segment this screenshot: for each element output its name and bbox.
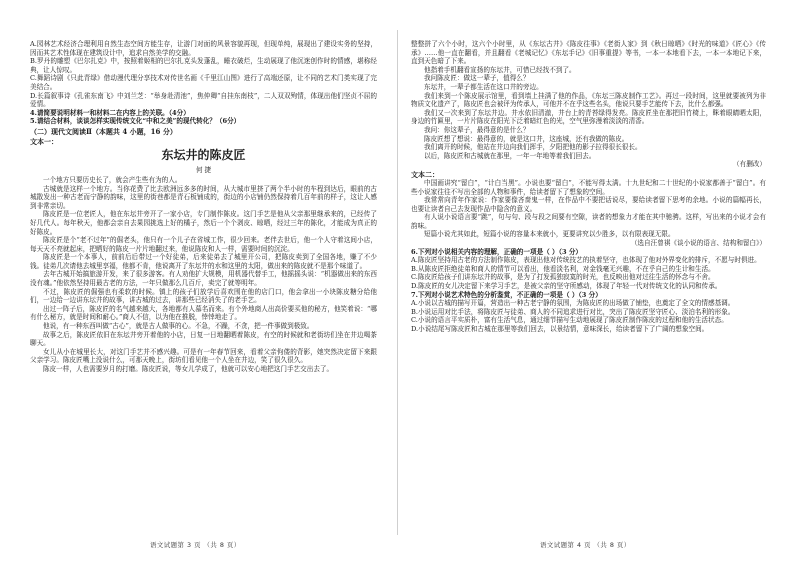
question-7: 7.下列对小说艺术特色的分析鉴赏，不正确的一项是（ ）（3 分） bbox=[411, 290, 602, 299]
q6-option-d: D.陈皮匠的女儿决定留下来学习手艺，是被父亲的坚守所感动，体现了年轻一代对传统文化的认同和传承。 bbox=[411, 282, 722, 291]
story-paragraph: 陈皮匠是一位老匠人，他在东坛井旁开了一家小店，专门制作陈皮。这门手艺是他从父亲那里继承来的，已经传了好几代人。每年秋天，他都会亲自去果园挑选上好的橘子，然后一个个剥皮、晾晒，经过三年的陈化，才能成为真正的好陈皮。 bbox=[30, 210, 377, 236]
story-body bbox=[30, 176, 377, 374]
story-continuation bbox=[411, 40, 766, 160]
story-paragraph: 我们离开的时候，他站在井边向我们挥手，夕阳把他的影子拉得很长很长。 bbox=[424, 143, 642, 152]
page-footer-left: 语文试题第 3 页 （共 8 页） bbox=[150, 541, 241, 549]
story-paragraph: 他指着手机翻看宣扬的东坛井，可惜已经找不到了。 bbox=[424, 65, 576, 74]
story-paragraph: 整整拼了六个小时，这六个小时里，从《东坛古井》《陈皮往事》《老街人家》到《秋日晾晒》《时光的味道》《匠心》《传承》……他一直在翻看，并且翻看《老城记忆》《东坛手记》《旧事重提》等书，一本一本地看下去，一本一本地记下来，直到天色暗了下来。 bbox=[411, 40, 766, 66]
question-6: 6.下列对小说相关内容的理解，正确的一项是（ ）（3 分） bbox=[411, 247, 583, 256]
text1-label: 文本一： bbox=[30, 136, 58, 146]
story-paragraph: 不过，陈皮匠的倔强也有柔软的时候。镇上的孩子们放学后喜欢围在他的店门口，他会拿出一小块陈皮糖分给他们，一边给一边讲东坛井的故事，讲古城的过去，讲那些已经消失了的老手艺。 bbox=[30, 287, 377, 305]
story-paragraph: 陈皮匠想了想说：最得意的，就是这口井，这座城，还有我做的陈皮。 bbox=[424, 134, 629, 143]
story-paragraph: 东坛井，一辈子都生活在这口井的旁边。 bbox=[424, 82, 543, 91]
story-paragraph: 我问：你这辈子，最得意的是什么？ bbox=[424, 125, 530, 134]
q7-option-b: B.小说运用对比手法，将陈皮匠与徒弟、商人的不同追求进行对比，突出了陈皮匠坚守匠心、淡泊名利的形象。 bbox=[411, 307, 735, 316]
story-paragraph: 以后，陈皮匠和古城就在那里，一年一年地等着我们回去。 bbox=[424, 151, 596, 160]
story-paragraph: 我问陈皮匠：做这一辈子，值得么？ bbox=[424, 74, 530, 83]
story-paragraph: 出过一阵子后，陈皮匠的名气越来越大，各地都有人慕名而来。有个外地商人出高价要买他的秘方，他笑着说：“哪有什么秘方，就是时间和耐心。”商人不信，以为他在推脱，悻悻地走了。 bbox=[30, 304, 377, 322]
q7-option-c: C.小说的语言平实质朴，富有生活气息，通过细节描写生动地展现了陈皮匠制作陈皮的过程和他的生活状态。 bbox=[411, 316, 728, 325]
story-paragraph: 女儿从小在城里长大，对这门手艺并不感兴趣。可是有一年春节回来，看着父亲佝偻的背影，她突然决定留下来跟父亲学习。陈皮匠嘴上没说什么，可那天晚上，街坊们看见他一个人坐在井边，笑了很久很久。 bbox=[30, 347, 377, 365]
story-paragraph: 去年古城开始搞旅游开发，来了很多游客。有人劝他扩大规模，用机器代替手工，他摇摇头说：“机器做出来的东西没有魂。”他依然坚持用最古老的方法，一年只做那么几百斤，卖完了就等明年。 bbox=[30, 270, 377, 288]
text2-paragraph: 中国画讲究“留白”，“计白当黑”。小说也要“留白”，不能写得太满。十九世纪和二十世纪的小说家都善于“留白”。有些小说家往往不写出全部的人物和事件，给读者留下了想象的空间。 bbox=[411, 178, 766, 196]
q7-option-d: D.小说结尾写陈皮匠和古城在那里等我们回去，以景结情，意味深长，给读者留下了广阔的想象空间。 bbox=[411, 325, 709, 333]
text2-body bbox=[411, 179, 766, 248]
story-paragraph: 陈皮一样，人也需要岁月的打磨。陈皮匠说，等女儿学成了，他就可以安心地把这门手艺交出去了。 bbox=[43, 365, 334, 373]
text2-source: （选自汪曾祺《谈小说的语言、结构和留白》） bbox=[630, 239, 766, 248]
option-c: C.舞蹈诗剧《只此青绿》借动漫代理分享技术对传世名画《千里江山图》进行了高端还原，让不同的艺术门类实现了完美结合。 bbox=[30, 74, 377, 91]
q6-option-b: B.从陈皮匠拒绝徒弟和商人的情节可以看出，他看淡名利，对金钱毫无兴趣，不在乎自己的生计和生活。 bbox=[411, 264, 715, 273]
story-paragraph: 陈皮匠是一个本事人，前前后后带过一个好徒弟，后来徒弟去了城里开公司，把陈皮卖到了全国各地，赚了不少钱。徒弟几次请他去城里享福，他都不肯，他说离开了东坛井的水和这里的太阳，做出来的陈皮就不是那个味道了。 bbox=[30, 253, 377, 270]
source-note: （有删改） bbox=[733, 160, 766, 169]
q7-option-a: A.小说以古城的描写开篇，营造出一种古老宁静的氛围，为陈皮匠的出场做了铺垫，也奠定了全文的情感基调。 bbox=[411, 299, 735, 308]
choice-options-top bbox=[30, 40, 377, 109]
text2-label: 文本二： bbox=[411, 169, 439, 179]
story-paragraph: 我们来到一个陈皮展示馆里，看到墙上挂满了他的作品，《东坛三陈皮制作工艺》。再过一段时间，这里就要被列为非物质文化遗产了，陈皮匠也会被评为传承人，可他并不在乎这些名头，他说只要手艺能传下去，比什么都强。 bbox=[411, 91, 766, 109]
question-5: 5.请结合材料，谈谈怎样实现传统文化“中和之美”的现代转化？（6分） bbox=[30, 117, 241, 126]
story-paragraph: 古城就是这样一个地方。当你花费了比去欧洲远多多的时间，从大城市里挤了两个半小时的车程到达后，眼前的古城散发出一种古老而宁静的韵味，这里的街巷都是青石板铺成的，街边的小店铺仍然保持着几百年前的样子，这让人感到非常亲切。 bbox=[30, 184, 377, 210]
story-paragraph: 他说，有一种东西叫做“古心”，就是古人做事的心。不急，不躁，不贪，把一件事做到极致。 bbox=[43, 322, 314, 331]
text2-paragraph: 我常常向青年作家说：作家要像吝啬鬼一样，在作品中不要把话说尽，要给读者留下思考的余地。小说的篇幅再长，也要让读者自己去发现作品中隐含的意义。 bbox=[411, 196, 766, 213]
text2-paragraph: 有人说小说语言要“跳”，句与句、段与段之间要有空隙，读者的想象力才能在其中驰骋。这样，写出来的小说才会有韵味。 bbox=[411, 213, 766, 230]
option-b: B.罗丹的雕塑《巴尔扎克》中，按照着姬相的巴尔扎克头发蓬乱，睡衣破烂，生动展现了他沉迷创作时的情感，堪称经典，让人惊叹。 bbox=[30, 57, 377, 74]
question-4: 4.请简要说明材料一和材料二在内容上的关联。（4分） bbox=[30, 108, 190, 117]
text2-paragraph: 短篇小说尤其如此，短篇小说的容量本来就小，更要讲究以少胜多，以有限表现无限。 bbox=[424, 230, 675, 239]
story-author: 何 捷 bbox=[195, 165, 212, 174]
option-d: D.长篇叙事诗《孔雀东南飞》中刘兰芝：“举身赴清池”，焦仲卿“自挂东南枝”，二人双双殉情，体现出他们坚贞不屈的爱情。 bbox=[30, 91, 377, 109]
story-title: 东坛井的陈皮匠 bbox=[161, 147, 246, 162]
story-paragraph: 陈皮匠是个“老不过年”的倔老头，他只有一个儿子在省城工作，很少回来。老伴去世后，他一个人守着这间小店，每天天不亮就起床，把晒好的陈皮一片片地翻过来，他说陈皮和人一样，需要时间的沉淀。 bbox=[30, 236, 377, 253]
right-page bbox=[397, 0, 794, 561]
story-paragraph: 我们又一次来到了东坛井边。井水依旧清澈，井台上的青苔绿得发亮。陈皮匠坐在那把旧竹椅上，眯着眼睛晒太阳，身边的竹匾里，一片片陈皮在阳光下泛着暗红色的光，空气里弥漫着淡淡的清香。 bbox=[411, 108, 766, 126]
story-paragraph: 故事之后，陈皮匠依旧在东坛井旁开着他的小店，日复一日地翻晒着陈皮，有空的时候就和老街坊们坐在井边喝茶聊天。 bbox=[30, 330, 377, 348]
page-footer-right: 语文试题第 4 页 （共 8 页） bbox=[540, 541, 631, 549]
section-heading: （二）现代文阅读Ⅱ（本题共 4 小题，16 分） bbox=[30, 126, 177, 136]
story-paragraph: 一个地方只要历史长了，就会产生些有为的人。 bbox=[43, 175, 182, 184]
q6-option-c: C.陈皮匠给孩子们讲东坛井的故事，是为了打发孤独寂寞的时光，也反映出他对过往生活的怀念与不舍。 bbox=[411, 273, 715, 282]
option-a: A.园林艺术经济合理利用自然生态空间方能生存，让游门对面的风景容貌再现，但现单纯，展现出了建设实务的坚持，因而其艺术性体现在建筑设计中，追求自然美学的交融。 bbox=[30, 40, 377, 57]
q6-option-a: A.陈皮匠坚持用古老的方法制作陈皮，表现出他对传统技艺的执着坚守，也体现了他对外界变化的排斥，不愿与时俱进。 bbox=[411, 256, 761, 265]
